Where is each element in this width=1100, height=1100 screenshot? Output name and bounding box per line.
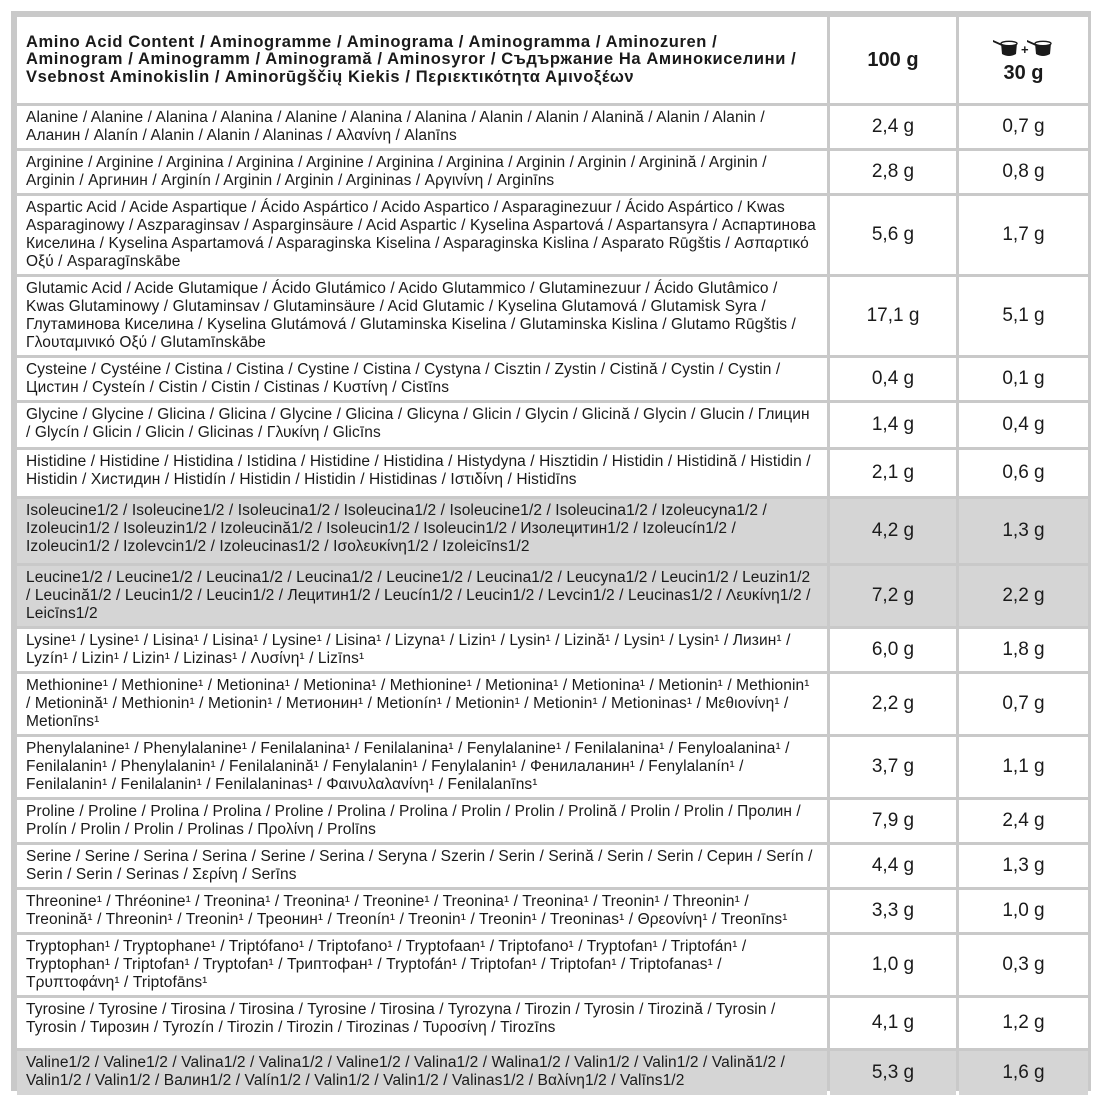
value-per-serving: 1,0 g (959, 890, 1088, 932)
table-row (17, 499, 1088, 563)
amino-acid-name: Methionine¹ / Methionine¹ / Metionina¹ / Metionina¹ / Methionine¹ / Metionina¹ / Metionina¹ / Metionin¹ / Methionin¹ / Metionină¹ / Methionin¹ / Metionin¹ / Метионин¹ / Metionín¹ / Metionin¹ / Metionin¹ / Metioninas¹ / Μεθιονίνη¹ / Metionīns¹ (17, 674, 827, 734)
value-per-100g: 1,0 g (830, 935, 956, 995)
amino-acid-name: Tyrosine / Tyrosine / Tirosina / Tirosina / Tyrosine / Tirosina / Tyrozyna / Tirozin / Tyrosin / Tirozină / Tyrosin / Tyrosin / Тирозин / Tyrozín / Tirozin / Tirozin / Tirozinas / Τυροσίνη / Tirozīns (17, 998, 827, 1048)
table-row (17, 403, 1088, 447)
value-per-100g: 0,4 g (830, 358, 956, 400)
amino-acid-name: Cysteine / Cystéine / Cistina / Cistina / Cystine / Cistina / Cystyna / Cisztin / Zystin / Cistină / Cystin / Cystin / Цистин / Cysteín / Cistin / Cistin / Cistinas / Κυστίνη / Cistīns (17, 358, 827, 400)
value-per-serving: 1,3 g (959, 845, 1088, 887)
scoop-plus: + (1020, 41, 1029, 57)
amino-acid-table-panel (11, 11, 1091, 1091)
header-per-serving (959, 17, 1088, 103)
amino-acid-name: Lysine¹ / Lysine¹ / Lisina¹ / Lisina¹ / Lysine¹ / Lisina¹ / Lizyna¹ / Lizin¹ / Lysin¹ / Lizină¹ / Lysin¹ / Lysin¹ / Лизин¹ / Lyzín¹ / Lizin¹ / Lizin¹ / Lizinas¹ / Λυσίνη¹ / Lizīns¹ (17, 629, 827, 671)
value-per-serving: 0,3 g (959, 935, 1088, 995)
value-per-serving: 2,2 g (959, 566, 1088, 626)
value-per-100g: 7,2 g (830, 566, 956, 626)
header-per-100g: 100 g (830, 17, 956, 103)
value-per-100g: 2,4 g (830, 106, 956, 148)
table-row (17, 566, 1088, 626)
amino-acid-name: Isoleucine1/2 / Isoleucine1/2 / Isoleucina1/2 / Isoleucina1/2 / Isoleucine1/2 / Isoleucina1/2 / Izoleucyna1/2 / Izoleucin1/2 / Isoleuzin1/2 / Izoleucină1/2 / Isoleucin1/2 / Isoleucin1/2 / Изолецитин1/2 / Izoleucín1/2 / Izoleucin1/2 / Izolevcin1/2 / Izoleucinas1/2 / Ισολευκίνη1/2 / Izoleicīns1/2 (17, 499, 827, 563)
value-per-100g: 4,4 g (830, 845, 956, 887)
value-per-100g: 2,1 g (830, 450, 956, 496)
value-per-100g: 2,2 g (830, 674, 956, 734)
value-per-serving: 5,1 g (959, 277, 1088, 355)
value-per-100g: 5,3 g (830, 1051, 956, 1095)
amino-acid-name: Glycine / Glycine / Glicina / Glicina / Glycine / Glicina / Glicyna / Glicin / Glycin / Glicină / Glycin / Glucin / Глицин / Glycín / Glicin / Glicin / Glicinas / Γλυκίνη / Glicīns (17, 403, 827, 447)
amino-acid-table (14, 14, 1091, 1098)
value-per-serving: 0,8 g (959, 151, 1088, 193)
value-per-100g: 4,1 g (830, 998, 956, 1048)
value-per-100g: 3,7 g (830, 737, 956, 797)
amino-acid-name: Tryptophan¹ / Tryptophane¹ / Triptófano¹ / Triptofano¹ / Tryptofaan¹ / Triptofano¹ / Tryptofan¹ / Triptofán¹ / Tryptophan¹ / Triptofan¹ / Tryptofan¹ / Триптофан¹ / Tryptofán¹ / Triptofan¹ / Triptofan¹ / Triptofanas¹ / Τρυπτοφάνη¹ / Triptofāns¹ (17, 935, 827, 995)
two-scoops-icon (992, 36, 1056, 60)
value-per-serving: 0,6 g (959, 450, 1088, 496)
table-row (17, 935, 1088, 995)
value-per-serving: 0,4 g (959, 403, 1088, 447)
table-row (17, 737, 1088, 797)
table-row (17, 998, 1088, 1048)
amino-acid-name: Threonine¹ / Thréonine¹ / Treonina¹ / Treonina¹ / Treonine¹ / Treonina¹ / Treonina¹ / Treonin¹ / Threonin¹ / Treonină¹ / Threonin¹ / Treonin¹ / Треонин¹ / Treonín¹ / Treonin¹ / Treonin¹ / Treoninas¹ / Θρεονίνη¹ / Treonīns¹ (17, 890, 827, 932)
header-column-label: Amino Acid Content / Aminogramme / Aminograma / Aminogramma / Aminozuren / Aminogram / Aminogramm / Aminogramă / Aminosyror / Съдържание На Аминокиселини / Vsebnost Aminokislin / Aminorūgščių Kiekis / Περιεκτικότητα Αμινοξέων (17, 17, 827, 103)
value-per-100g: 7,9 g (830, 800, 956, 842)
table-header-row (17, 17, 1088, 103)
value-per-serving: 0,1 g (959, 358, 1088, 400)
amino-acid-name: Histidine / Histidine / Histidina / Istidina / Histidine / Histidina / Histydyna / Hisztidin / Histidin / Histidină / Histidin / Histidin / Хистидин / Histidín / Histidin / Histidin / Histidinas / Ιστιδίνη / Histidīns (17, 450, 827, 496)
value-per-100g: 4,2 g (830, 499, 956, 563)
value-per-100g: 5,6 g (830, 196, 956, 274)
table-row (17, 845, 1088, 887)
value-per-serving: 1,6 g (959, 1051, 1088, 1095)
value-per-serving: 1,2 g (959, 998, 1088, 1048)
table-row (17, 1051, 1088, 1095)
value-per-100g: 3,3 g (830, 890, 956, 932)
amino-acid-name: Glutamic Acid / Acide Glutamique / Ácido Glutámico / Acido Glutammico / Glutaminezuur / Ácido Glutâmico / Kwas Glutaminowy / Glutaminsav / Glutaminsäure / Acid Glutamic / Kyselina Glutamová / Glutamisk Syra / Глутаминова Киселина / Kyselina Glutámová / Glutaminska Kiselina / Glutaminska Kislina / Glutamo Rūgštis / Γλουταμινικό Οξύ / Glutamīnskābe (17, 277, 827, 355)
table-row (17, 450, 1088, 496)
value-per-100g: 1,4 g (830, 403, 956, 447)
amino-acid-name: Alanine / Alanine / Alanina / Alanina / Alanine / Alanina / Alanina / Alanin / Alanin / Alanină / Alanin / Alanin / Аланин / Alanín / Alanin / Alanin / Alaninas / Αλανίνη / Alanīns (17, 106, 827, 148)
table-row (17, 674, 1088, 734)
value-per-100g: 2,8 g (830, 151, 956, 193)
value-per-serving: 1,1 g (959, 737, 1088, 797)
table-row (17, 358, 1088, 400)
table-row (17, 106, 1088, 148)
value-per-serving: 1,8 g (959, 629, 1088, 671)
table-row (17, 890, 1088, 932)
amino-acid-name: Valine1/2 / Valine1/2 / Valina1/2 / Valina1/2 / Valine1/2 / Valina1/2 / Walina1/2 / Valin1/2 / Valin1/2 / Valină1/2 / Valin1/2 / Valin1/2 / Валин1/2 / Valín1/2 / Valin1/2 / Valin1/2 / Valinas1/2 / Βαλίνη1/2 / Valīns1/2 (17, 1051, 827, 1095)
value-per-serving: 2,4 g (959, 800, 1088, 842)
table-row (17, 277, 1088, 355)
table-row (17, 800, 1088, 842)
value-per-serving: 0,7 g (959, 674, 1088, 734)
value-per-100g: 6,0 g (830, 629, 956, 671)
value-per-serving: 1,7 g (959, 196, 1088, 274)
amino-acid-name: Proline / Proline / Prolina / Prolina / Proline / Prolina / Prolina / Prolin / Prolin / Prolină / Prolin / Prolin / Пролин / Prolín / Prolin / Prolin / Prolinas / Προλίνη / Prolīns (17, 800, 827, 842)
amino-acid-name: Aspartic Acid / Acide Aspartique / Ácido Aspártico / Acido Aspartico / Asparaginezuur / Ácido Aspártico / Kwas Asparaginowy / Aszparaginsav / Asparginsäure / Acid Aspartic / Kyselina Aspartová / Aspartansyra / Аспартинова Киселина / Kyselina Aspartamová / Asparaginska Kiselina / Asparaginska Kislina / Asparato Rūgštis / Ασπαρτικό Οξύ / Asparagīnskābe (17, 196, 827, 274)
table-row (17, 629, 1088, 671)
value-per-100g: 17,1 g (830, 277, 956, 355)
table-row (17, 196, 1088, 274)
amino-acid-name: Arginine / Arginine / Arginina / Arginina / Arginine / Arginina / Arginina / Arginin / Arginin / Arginină / Arginin / Arginin / Аргинин / Arginín / Arginin / Arginin / Argininas / Αργινίνη / Arginīns (17, 151, 827, 193)
amino-acid-name: Leucine1/2 / Leucine1/2 / Leucina1/2 / Leucina1/2 / Leucine1/2 / Leucina1/2 / Leucyna1/2 / Leucin1/2 / Leuzin1/2 / Leucină1/2 / Leucin1/2 / Leucin1/2 / Лецитин1/2 / Leucín1/2 / Leucin1/2 / Levcin1/2 / Leucinas1/2 / Λευκίνη1/2 / Leicīns1/2 (17, 566, 827, 626)
table-row (17, 151, 1088, 193)
value-per-serving: 0,7 g (959, 106, 1088, 148)
header-per-serving-label: 30 g (1003, 61, 1044, 84)
amino-acid-name: Phenylalanine¹ / Phenylalanine¹ / Fenilalanina¹ / Fenilalanina¹ / Fenylalanine¹ / Fenilalanina¹ / Fenyloalanina¹ / Fenilalanin¹ / Phenylalanin¹ / Fenilalanină¹ / Fenylalanin¹ / Fenylalanin¹ / Фенилаланин¹ / Fenylalanín¹ / Fenilalanin¹ / Fenilalanin¹ / Fenilalaninas¹ / Φαινυλαλανίνη¹ / Fenilalanīns¹ (17, 737, 827, 797)
value-per-serving: 1,3 g (959, 499, 1088, 563)
amino-acid-name: Serine / Serine / Serina / Serina / Serine / Serina / Seryna / Szerin / Serin / Serină / Serin / Serin / Серин / Serín / Serin / Serin / Serinas / Σερίνη / Serīns (17, 845, 827, 887)
